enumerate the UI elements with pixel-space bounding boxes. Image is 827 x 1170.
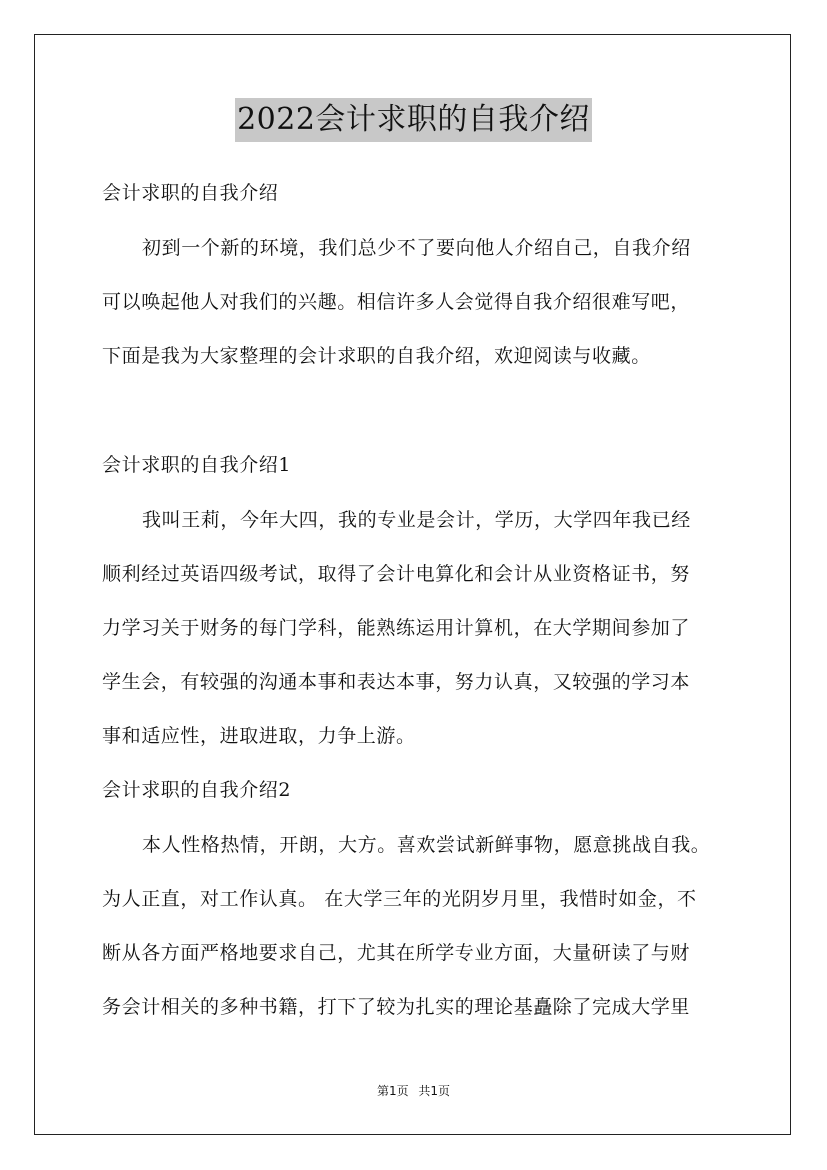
body-line: 初到一个新的环境，我们总少不了要向他人介绍自己，自我介绍 [142,237,691,259]
document-title: 2022会计求职的自我介绍 [235,98,592,142]
page-footer [0,1083,827,1099]
body-line: 顺利经过英语四级考试，取得了会计电算化和会计从业资格证书，努 [102,563,691,585]
body-line: 事和适应性，进取进取，力争上游。 [102,725,416,747]
title-container [0,98,827,142]
body-line: 务会计相关的多种书籍，打下了较为扎实的理论基矗除了完成大学里 [102,996,691,1018]
body-line: 本人性格热情，开朗，大方。喜欢尝试新鲜事物，愿意挑战自我。 [142,834,711,856]
page-total: 共1页 [418,1084,451,1098]
body-line: 断从各方面严格地要求自己，尤其在所学专业方面，大量研读了与财 [102,942,691,964]
section-heading-1: 会计求职的自我介绍1 [102,454,292,476]
body-line: 学生会，有较强的沟通本事和表达本事，努力认真，又较强的学习本 [102,671,691,693]
body-line: 力学习关于财务的每门学科，能熟练运用计算机，在大学期间参加了 [102,617,691,639]
body-line: 下面是我为大家整理的会计求职的自我介绍，欢迎阅读与收藏。 [102,345,651,367]
body-line: 可以唤起他人对我们的兴趣。相信许多人会觉得自我介绍很难写吧， [102,291,691,313]
section-heading-2: 会计求职的自我介绍2 [102,779,292,801]
body-line: 我叫王莉，今年大四，我的专业是会计，学历，大学四年我已经 [142,509,691,531]
body-line: 为人正直，对工作认真。 在大学三年的光阴岁月里，我惜时如金，不 [102,888,697,910]
page-number: 第1页 [376,1084,409,1098]
intro-heading: 会计求职的自我介绍 [102,182,279,204]
